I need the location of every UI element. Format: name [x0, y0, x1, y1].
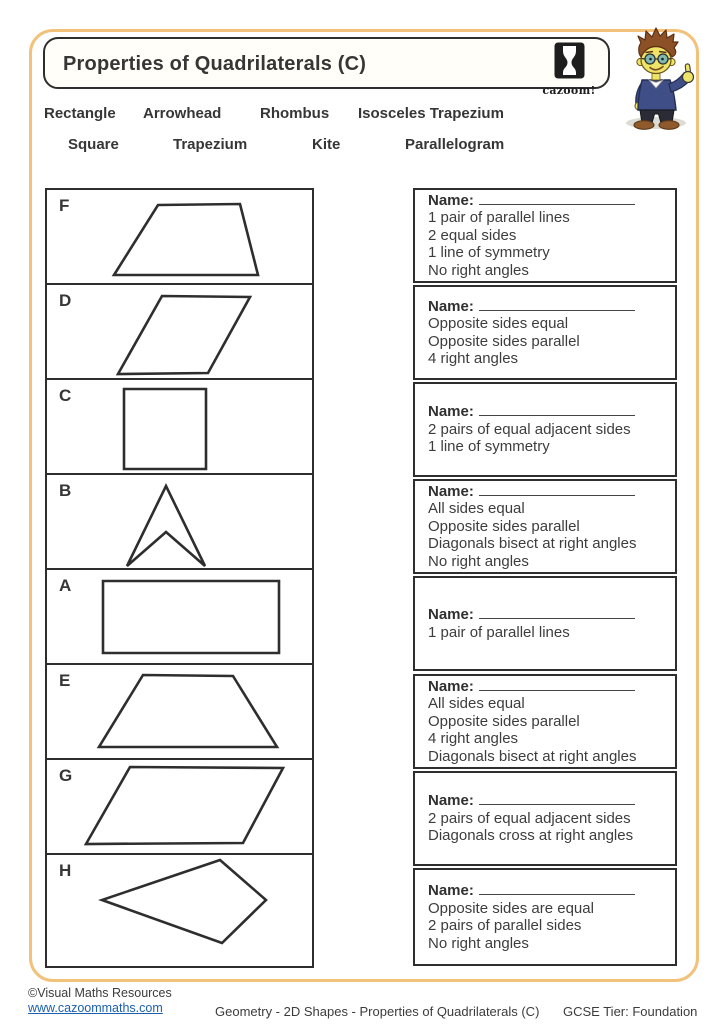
name-blank-line [479, 192, 635, 205]
row-letter: H [59, 861, 72, 880]
property-line: 1 line of symmetry [428, 438, 550, 456]
property-line: All sides equal [428, 695, 525, 713]
parallelogram-shape [47, 285, 312, 380]
answer-box [413, 771, 677, 866]
row-letter: C [59, 386, 72, 405]
name-label: Name: [428, 403, 474, 421]
property-line: Opposite sides parallel [428, 517, 580, 535]
word-bank-item: Square [68, 136, 119, 153]
answer-box [413, 479, 677, 574]
name-blank-line [479, 882, 635, 895]
shape-row-C [47, 380, 312, 475]
shape-row-H [47, 855, 312, 950]
page-title: Properties of Quadrilaterals (C) [63, 53, 367, 75]
word-bank-item: Arrowhead [143, 105, 222, 122]
name-label: Name: [428, 482, 474, 500]
property-line: 2 pairs of equal adjacent sides [428, 420, 631, 438]
row-letter: A [59, 576, 72, 595]
row-letter: E [59, 671, 71, 690]
shapes-table [45, 188, 314, 968]
word-bank-item: Rhombus [260, 105, 330, 122]
square-shape [47, 380, 312, 475]
title-box [43, 37, 610, 97]
property-line: Diagonals bisect at right angles [428, 535, 637, 553]
row-letter: F [59, 196, 70, 215]
property-line: Opposite sides parallel [428, 712, 580, 730]
property-line: All sides equal [428, 500, 525, 518]
property-line: No right angles [428, 552, 529, 570]
name-blank-line [479, 298, 635, 311]
property-line: No right angles [428, 261, 529, 279]
property-line: 4 right angles [428, 350, 519, 367]
property-line: Opposite sides equal [428, 315, 569, 332]
name-label: Name: [428, 191, 474, 209]
property-line: Diagonals cross at right angles [428, 827, 634, 845]
parallelogram-shape [47, 760, 312, 855]
arrowhead-shape [47, 475, 312, 570]
property-line: Opposite sides are equal [428, 899, 594, 917]
word-bank-item: Rectangle [44, 105, 116, 122]
kite-shape [47, 855, 312, 950]
mascot-boy-illustration [612, 26, 700, 130]
answer-boxes [413, 188, 677, 968]
shape-row-F [47, 190, 312, 285]
answer-box [413, 285, 677, 380]
property-line: No right angles [428, 934, 529, 952]
name-label: Name: [428, 792, 474, 810]
shape-row-D [47, 285, 312, 380]
name-label: Name: [428, 606, 474, 623]
answer-box [413, 868, 677, 966]
footer-document-title: Geometry - 2D Shapes - Properties of Quadrilaterals (C) [215, 1004, 540, 1019]
property-line: 2 pairs of equal adjacent sides [428, 809, 631, 827]
property-line: Opposite sides parallel [428, 332, 580, 350]
property-line: 2 pairs of parallel sides [428, 917, 582, 934]
property-line: 4 right angles [428, 730, 519, 748]
answer-box [413, 576, 677, 671]
name-blank-line [479, 792, 635, 805]
cazoom-logo-text: cazoom! [542, 84, 596, 97]
answer-box [413, 188, 677, 283]
name-blank-line [479, 403, 635, 416]
name-blank-line [479, 678, 635, 691]
row-letter: D [59, 291, 72, 310]
name-label: Name: [428, 677, 474, 695]
property-line: 1 pair of parallel lines [428, 209, 570, 227]
row-letter: G [59, 766, 73, 785]
shape-row-B [47, 475, 312, 570]
answer-box [413, 674, 677, 769]
property-line: Diagonals bisect at right angles [428, 747, 637, 765]
footer-website-link[interactable]: www.cazoommaths.com [28, 1001, 163, 1015]
answer-box [413, 382, 677, 477]
footer-tier-label: GCSE Tier: Foundation [563, 1004, 698, 1019]
word-bank-item: Kite [312, 136, 341, 153]
property-line: 2 equal sides [428, 226, 517, 244]
cazoom-logo-icon [554, 42, 585, 79]
name-label: Name: [428, 297, 474, 315]
isosceles-trapezium-shape [47, 665, 312, 760]
word-bank-item: Parallelogram [405, 136, 505, 153]
property-line: 1 line of symmetry [428, 244, 550, 262]
cazoom-logo [541, 42, 597, 97]
trapezium-shape [47, 190, 312, 285]
property-line: 1 pair of parallel lines [428, 623, 570, 641]
rectangle-shape [47, 570, 312, 665]
word-bank-item: Isosceles Trapezium [358, 105, 504, 122]
name-blank-line [479, 606, 635, 619]
name-blank-line [479, 483, 635, 496]
footer-copyright: ©Visual Maths Resources [28, 986, 172, 1000]
row-letter: B [59, 481, 72, 500]
shape-row-A [47, 570, 312, 665]
word-bank-item: Trapezium [173, 136, 248, 153]
shape-row-E [47, 665, 312, 760]
name-label: Name: [428, 882, 474, 899]
shape-row-G [47, 760, 312, 855]
